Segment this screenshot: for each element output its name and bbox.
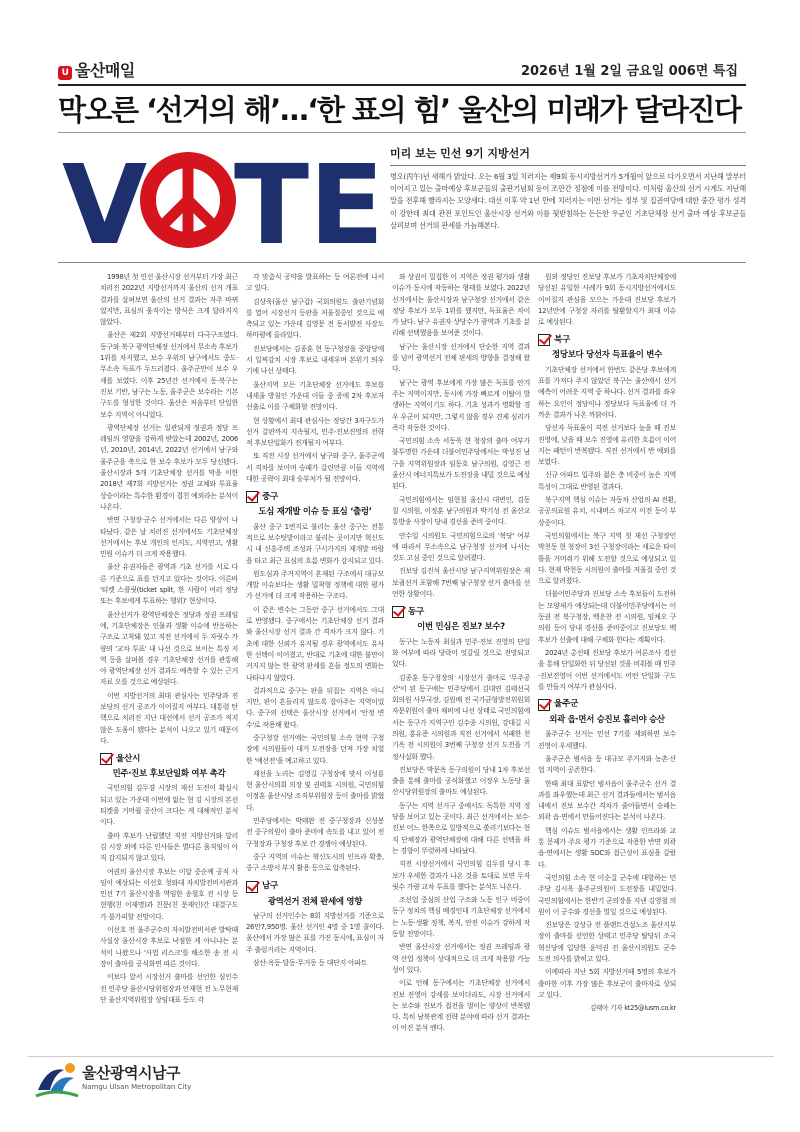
paragraph: 또 직전 시장 선거에서 남구와 중구, 울주군에서 격차를 보이며 승패가 갈린만큼 이들 지역에 대한 공략이 최대 승부처가 될 전망이다.	[246, 452, 384, 484]
paragraph: 울산선거가 광역단체장은 정당과 정권 프레임에, 기초단체장은 인물과 생활 이슈에 반응하는 구조로 고착돼 있고 직전 선거에서 두 자릿수 가량의 '교차 투표' 내 나선 것으로 보이는 특징 지역 등을 살펴볼 경우 기초단체장 선거를 관통해야 광역단체장 선거 결과도 예측할 수 있는 근거자료 오를 것으로 예상된다.	[100, 610, 238, 687]
section-title: 외곽 읍·면서 승진보 흘러야 승산	[549, 714, 665, 725]
paragraph: 여권의 울산시장 후보는 이달 중순께 공직 사임이 예상되는 이선호 청와대 자치발전비서관과 민선 7기 울산시장을 역임한 송철호 전 시장 등 현행(친 이재명)과 친문(친 문재인)간 대결구도가 불가피할 전망이다.	[100, 867, 238, 921]
dateline: 2026년 1월 2일 금요일 006면 특집	[520, 64, 738, 79]
paragraph: 울산 유권자들은 광역과 기초 선거를 서로 다른 기준으로 표를 던지고 있다는 것이다. 이른바 '티켓 스플릿(ticket split, 한 사람이 여러 정당 또는 후보에게 투표하는 행위)' 현상이다.	[100, 563, 238, 606]
section-tag-label: 동구	[408, 606, 425, 617]
section-tag	[538, 699, 676, 711]
paragraph: 국민의힘에서는 임현철 울산시 대변인, 김동칠 시의원, 이정훈 남구의원과 박기성 전 울산교통방송 사장이 당내 경선을 준비 중이다.	[392, 495, 530, 527]
section-title: 이번 민심은 진보? 보수?	[417, 621, 505, 632]
article-column-3	[392, 272, 530, 1052]
paragraph: 원도심과 주거지역이 혼재된 구조에서 대규모 개발 이슈보다는 생활 밀착형 정책에 대한 평가가 선거에 더 크게 작용하는 구조다.	[246, 569, 384, 601]
check-icon	[246, 491, 258, 503]
section-tag	[538, 334, 676, 346]
paragraph: 더불어민주당과 진보당 소속 후보들이 도전하는 모양새가 예상되는데 더불어민주당에서는 이동권 전 북구청장, 백운찬 전 시의원, 임채오 구의원 등이 당내 경선을 준비중이고 진보당도 백 후보가 선출에 대해 구체화 한다는 계획이다.	[538, 590, 676, 644]
paragraph: 반면 울산시장 선거에서는 정권 프레임과 광역 산업 정책이 상대적으로 더 크게 작용할 가능성이 있다.	[392, 943, 530, 974]
paragraph: 동구는 지역 선거구 중에서도 독특한 지역 정당을 보이고 있는 곳이다. 최근 선거에서는 보수·진보 어느 한쪽으로 일방적으로 쏠리기보다는 현직 단체장과 광역단체장에 대해 다른 선택을 하는 경향이 뚜렷하게 나타났다.	[392, 801, 530, 855]
paragraph: 국민의힘 소속 현 이순걸 군수에 대항하는 민주당 김시욱 울주군의원이 도전장을 내밀었다. 국민의힘에서는 한반기 군의장을 지낸 김영철 의원이 이 군수와 경선을 벌일 것으로 예상된다.	[538, 873, 676, 916]
paragraph: 진보당 김진석 울산시당 남구지역위원장은 재보궐선거 포함해 7번째 남구청장 선거 출마를 선언한 상황이다.	[392, 567, 530, 599]
paragraph: 북구지역 핵심 이슈는 자동차 산업의 AI 전환, 공공의료원 유치, 시내버스 차고지 이전 등이 부상중이다.	[538, 496, 676, 527]
check-icon	[100, 753, 112, 765]
section-tag	[392, 606, 530, 618]
paragraph: 이번 지방선거의 최대 관심사는 민주당과 진보당의 선거 공조가 이어질지 여부다. 대통령 탄핵으로 치러진 지난 대선에서 선거 공조가 적지 않은 도움이 됐다는 분석이 나오고 있기 때문이다.	[100, 691, 238, 745]
columns-rule	[58, 262, 746, 263]
paragraph: 이에따라 지난 5회 지방선거때 5명의 후보가 출마한 이후 가장 많은 후보군이 출마자로 상되고 있다.	[538, 968, 676, 999]
footer-org-name: 울산광역시남구	[82, 1064, 180, 1082]
section-title: 광역선거 전체 판세에 영향	[267, 895, 363, 906]
vote-graphic	[60, 148, 390, 248]
paragraph: 울산지역 모든 기초단체장 선거에도 후보를 내세울 방침인 가운데 이들 중 증에 2차 후보자 선출로 이를 구체화할 전망이다.	[246, 380, 384, 412]
paragraph: 와 상권이 밀집한 이 지역은 정권 평가와 생활 이슈가 동시에 작동하는 형태를 보였다. 2022년 선거에서는 울산시장과 남구청장 선거에서 같은 정당 후보가 모두 1위를 했지만, 득표율은 차이가 났다. 남구 유권자 상당수가 광역과 기초를 분리해 선택했음을 보여준 것이다.	[392, 273, 530, 338]
paragraph: 진보당은 박문옥 동구의원이 당내 1차 후보선출을 통해 출마를 공식화했고 이장우 노동당 울산시당위원장의 출마도 예상된다.	[392, 765, 530, 797]
paragraph: 이보다 앞서 시장선거 출마를 선언한 심인수 전 민주당 울산시당위원장과 안재현 전 노무현재단 울산지역위원장 상임대표 등도 각	[100, 973, 238, 1004]
paragraph: 핵심 이슈도 범서읍에서는 생활 인프라와 교통 문제가 주요 평가 기준으로 작용한 반면 외곽 읍·면에서는 생활 SOC와 접근성이 표심을 갈랐다.	[538, 826, 676, 869]
paragraph: 중구 지역의 이슈는 혁신도시의 인프라 확충, 중구 소방서 부지 활용 등으로 압축된다.	[246, 852, 384, 873]
check-icon	[538, 699, 550, 711]
section-title: 민주·진보 후보단일화 여부 촉각	[112, 768, 226, 779]
paragraph: 현 상황에서 최대 관심사는 정당간 3자구도가 선거 갈판까지 지속될지, 민주·진보진영의 전략적 후보단일화가 전개될지 여부다.	[246, 416, 384, 448]
check-icon	[392, 606, 404, 618]
paragraph: 남구의 선거인수는 8회 지방선거를 기준으로 26만7,950명. 울산 선거인 4명 중 1명 꼴이다. 울산에서 가장 많은 표를 가진 동시에, 표심이 자주 출렁거리는 지역이다.	[246, 911, 384, 954]
section-tag-label: 울주군	[554, 699, 579, 710]
paragraph: 각 맞춤식 공약을 발표하는 등 여론전에 나서고 있다.	[246, 273, 384, 293]
section-tag-label: 남구	[262, 880, 279, 891]
paragraph: 진보당은 강상규 전 플랜트건설노조 울산지부장이 출마를 선언한 상태고 민주당 탈당뒤 조국혁신당에 입당한 윤덕권 전 울산시의원도 군수 도전 의사를 밝히고 있다.	[538, 921, 676, 964]
paragraph: 한때 최대 표밭인 범서읍이 울주군수 선거 결과를 좌우했는데 최근 선거 결과들에서는 범서읍 내에서 진보 보수간 격차가 줄어들면서 승패는 외곽 읍·면에서 만들어진다는 분석이 나온다.	[538, 779, 676, 822]
section-tag-label: 북구	[554, 334, 571, 345]
paragraph: 중구청장 선거에는 국민의힘 소속 현역 구청장에 시의원들이 대거 도전장을 던져 가장 치열한 '예선전'을 예고하고 있다.	[246, 733, 384, 765]
paragraph: 조선업 중심의 산업 구조와 노동 인구 비중이 동구 정치의 핵심 배경인데 기초단체장 선거에서는 노동·생활 정책, 복지, 안전 이슈가 강하게 작동할 전망이다.	[392, 896, 530, 939]
paragraph: 1998년 첫 민선 울산시장 선거부터 가장 최근 치러진 2022년 지방선거까지 울산의 선거 개표 결과를 살펴보면 울산의 선거 결과는 자주 바뀌었지만, 표심의 움직이는 방식은 크게 달라지지 않았다.	[100, 273, 238, 327]
paragraph: 국민의힘 김두겸 시장의 재선 도전이 확실시되고 있는 가운데 이번에 없는 현 김 시장의 본선 티켓을 거머쥘 공산이 크다는 게 대체적인 분석이다.	[100, 784, 238, 827]
paragraph: 국민의힘 소속 서동욱 현 청장의 출마 여부가 불투명한 가운데 더불어민주당에서는 박성진 남구을 지역위원장과 임동호 남구의원, 김영근 전 울산시 에너지특보가 도전장을 내밀 것으로 예상된다.	[392, 437, 530, 491]
paragraph: 안수일 시의원도 국민의힘으로의 '복당' 여부에 따라서 무소속으로 남구청장 선거에 나서는 것도 고심 중인 것으로 알려졌다.	[392, 531, 530, 563]
section-tag	[246, 881, 384, 893]
section-title: 도심 재개발 이슈 등 표심 ‘출렁’	[258, 506, 372, 517]
footer-org-name-en: Namgu Ulsan Metropolitan City	[82, 1083, 192, 1091]
headline: 막오른 ‘선거의 해’…‘한 표의 힘’ 울산의 미래가 달라진다	[58, 93, 741, 127]
paragraph: 이로 인해 동구에서는 기초단체장 선거에서 진보 진영이 강세를 보이더라도, 시장 선거에서는 보수와 진보가 접전을 벌이는 양상이 반복됐다. 특히 남북관계 전략 분야에 따라 선거 결과는 이 어진 분석 엔다.	[392, 979, 530, 1033]
byline: 김태아 기자 kt25@iusm.co.kr	[589, 1004, 676, 1013]
subhead-body: 병오(丙午)년 새해가 밝았다. 오는 6월 3일 치러지는 제9회 동시지방선거가 5개월여 앞으로 다가오면서 지난해 말부터 이어지고 있는 출마예상 후보군들의 출판기념회 등이 조만간 정점에 이를 전망이다. 이처럼 울산의 선거 시계도 지난해말을 전후해 빨라지는 모양새다. 대선 이후 약 1년 만에 치러지는 이번 선거는 정부 및 집권여당에 대한 중간 평가 성격이 강한데 최대 관전 포인트인 울산시장 선거와 이를 뒷받침하는 든든한 우군인 기초단체장 선거 출마 예상 후보군들 살펴보며 선거의 판세를 가늠해본다.	[390, 172, 746, 230]
paragraph: 김종훈 동구청장의 시장선거 출마로 '무주공산'이 된 동구에는 민주당에서 김대연 김태선국회의원 사무국장, 김원배 전 국가균형발전위원회 자문위원이 출마 채비에 나선 상태로 국민의힘에서는 동구가 지역구인 김수종 시의원, 강대길 시의원, 홍유준 시의원과 직전 선거에서 석패한 천기옥 전 시의원이 3번째 구청장 선거 도전을 기정사실화 했다.	[392, 673, 530, 761]
paragraph: 국민의힘에서는 북구 지역 첫 재선 구청장인 박천동 현 청장이 3선 구청장이라는 새로운 타이틀을 거머쥐기 위해 도전할 것으로 예상되고 있다. 현재 박천동 시의원이 출마를 저울질 중인 것으로 알려졌다.	[538, 531, 676, 586]
brand-name: 울산매일	[75, 61, 135, 80]
paragraph: 당선자 득표율이 직전 선거보다 높을 때 진보 진영에, 낮을 때 보수 진영에 유리한 흐름이 이어지는 패턴이 반복됐다. 직전 선거에서 반 예외를 보였다.	[538, 424, 676, 467]
paragraph: 울산은 제2회 지방선거때부터 다극구조였다. 동구와 북구 광역단체장 선거에서 무소속 후보가 1위를 차지했고, 보수 우위의 남구에서도 중도·무소속 득표가 두드러졌다. 울주군만이 보수 우세를 보였다. 이후 25년간 선거에서 동·북구는 진보 기반, 남구는 노동, 울주군은 보수라는 기본 구도를 형성한 것이다. 울산은 처음부터 단일한 보수 지역이 아니었다.	[100, 331, 238, 419]
check-icon	[538, 334, 550, 346]
paragraph: 민주당에서는 박태완 전 중구청장과 신성봉 전 중구의원이 출마 준비에 속도를 내고 있어 전 구청장과 구청장 후보 간 경쟁이 예상된다.	[246, 817, 384, 848]
article-column-2	[246, 272, 384, 1052]
section-tag	[100, 753, 238, 765]
paragraph: 2024년 총선때 진보당 후보가 여론조사 경선을 통해 단일화한 뒤 당선된 것을 비춰볼 때 민주·진보진영이 이번 선거에서도 어떤 단일화 구도를 만들지 여부가 관심사다.	[538, 648, 676, 691]
paragraph: 울산 중구 1번지로 불리는 울산 중구는 전통적으로 보수텃밭이라고 불리는 곳이지만 혁신도시 내 신흥주택 조성과 구시가지의 재개발 바람을 타고 최근 표심의 흐름 변화가 감지되고 있다.	[246, 522, 384, 565]
section-ulsan	[100, 753, 238, 779]
paragraph: 울주군은 범서읍 등 대규모 주거지와 농촌·산업 지역이 공존한다.	[538, 754, 676, 775]
paragraph: 결과적으로 중구는 판을 뒤집는 지역은 아니지만, 판이 흔들리지 않도록 잡아주는 지역이었다. 중구의 선택은 울산시장 선거에서 '안정 변수'로 작용해 왔다.	[246, 686, 384, 729]
section-donggu	[392, 606, 530, 632]
subhead-block	[390, 145, 746, 232]
paragraph: 이 같은 변수는 그동안 중구 선거에서도 그대로 반영됐다. 중구에서는 기초단체장 선거 결과와 울산시장 선거 결과 간 격차가 크지 않다. 기초에 대한 신뢰가 유지될 경우 광역에서도 유사한 선택이 이어졌고, 반대로 기초에 대한 불만이 커지지 않는 한 광역 판세를 흔들 정도의 변화는 나타나지 않았다.	[246, 605, 384, 682]
paragraph: 직전 시장선거에서 국민의힘 김두겸 당시 후보가 우세한 결과가 나온 것을 토대로 보면 두자릿수 가량 교차 투표를 했다는 분석도 나온다.	[392, 860, 530, 891]
newspaper-brand	[58, 58, 135, 81]
paragraph: 남구는 광역 후보에게 가장 많은 득표를 안겨주는 지역이지만, 동시에 가장 빠르게 이탈이 발생하는 지역이기도 하다. 기초 성과가 명확할 경우 우군이 되지만, 그렇지 않을 경우 견제 심리가 즉각 작동한 것이다.	[392, 378, 530, 432]
paragraph: 원외 정당인 진보당 후보가 기초자치단체장에 당선된 유일한 사례가 9회 동시지방선거에서도 이어질지 관심을 모으는 가운데 진보당 후보가 12년만에 구청장 자리를 탈환할지가 최대 이슈로 예상된다.	[538, 273, 676, 327]
footer-rule	[28, 1056, 774, 1057]
paragraph: 반면 구청장·군수 선거에서는 다른 양상이 나타났다. 같은 날 치러진 선거에서도 기초단체장 선거에서는 후보 개인의 인지도, 지역연고, 생활 민원 이슈가 더 크게 작용했다.	[100, 516, 238, 559]
article-column-1	[100, 272, 238, 1052]
headline-rule	[58, 132, 746, 133]
paragraph: 남구는 울산시장 선거에서 단순한 지역 결과를 넘어 광역선거 전체 판세의 방향을 결정해 왔다.	[392, 342, 530, 374]
paragraph: 울주군수 선거는 민선 7기를 제외하면 보수 진영이 우세했다.	[538, 730, 676, 750]
check-icon	[246, 881, 258, 893]
vote-letter-v: V	[62, 148, 148, 248]
brand-logo-icon: U	[58, 66, 72, 80]
paragraph: 동구는 노동자 최심과 민주·진보 진영의 단일화 여부에 따라 당락이 엇갈릴 것으로 전망되고 있다.	[392, 637, 530, 669]
paragraph: 광역단체장 선거는 일관되게 정권과 정당 프레임의 영향을 강하게 받았는데 2002년, 2006년, 2010년, 2014년, 2022년 선거에서 남구와 울주군을 축으로 한 보수 후보가 모두 당선됐다. 울산시장과 5개 기초단체장 선거를 막을 이한 2018년 제7회 지방선거는 정권 교체와 투표율 상승이라는 특수한 환경이 겹친 예외라는 분석이 나온다.	[100, 423, 238, 511]
section-title: 정당보다 당선자 득표율이 변수	[552, 349, 662, 360]
masthead	[58, 58, 738, 82]
article-column-4	[538, 272, 676, 1052]
section-tag	[246, 491, 384, 503]
paragraph: 삼산·옥동·달동·무거동 등 대단지 아파트	[253, 959, 368, 968]
paragraph: 김상욱(울산 남구갑) 국회의원도 출판기념회를 열어 시장선거 등판을 저울질중인 것으로 예측되고 있는 가운데 김영문 전 동서발전 사장도 하마평에 올라있다.	[246, 297, 384, 340]
paragraph: 재선을 노리는 김영길 구청장에 맞서 이성룡 현 울산시의회 의장 및 권태호 시의원, 국민의힘 이정훈 울산시당 조직부위원장 등이 출마를 밝혔다.	[246, 769, 384, 812]
top-rule	[58, 84, 746, 86]
paragraph: 출마 후보가 난립했던 직전 지방선거와 달리 김 시장 외에 다른 인사들은 별다른 움직임이 아직 감지되지 않고 있다.	[100, 831, 238, 863]
paragraph: 진보당에서는 김종훈 현 동구청장을 중앙당에서 일찌감치 시장 후보로 내세우며 본위기 띄우기에 나선 상태다.	[246, 344, 384, 376]
section-junggu	[246, 491, 384, 517]
paragraph: 신규 아파트 입주와 젊은 층 비중이 높은 지역 특성이 그대로 반영된 결과다.	[538, 471, 676, 491]
vote-letters-te: TE	[234, 148, 385, 248]
paragraph: 이선호 전 울주군수의 자치발전비서관 발탁때 사실상 울산시장 후보로 낙점한 게 아니냐는 분석이 나왔으나 '사법 리스크'를 해소한 송 전 시장이 출마를 공식화면 따른 것이다.	[100, 926, 238, 968]
section-bukgu	[538, 334, 676, 360]
paragraph: 기초단체장 선거에서 한번도 같은당 후보에게 표를 가져다 주지 않았던 북구는 울산에서 선거 예측이 어려운 지역 중 하나다. 선거 결과를 좌우하는 요인이 정당이나 정당보다 득표율에 더 가까운 결과가 나온 까닭이다.	[538, 365, 676, 419]
section-tag-label: 울산시	[116, 753, 141, 764]
subhead-title: 미리 보는 민선 9기 지방선거	[390, 145, 746, 166]
vote-stamp-icon	[148, 160, 228, 240]
section-uljugun	[538, 699, 676, 725]
section-namgu	[246, 881, 384, 907]
section-tag-label: 중구	[262, 491, 279, 502]
namgu-logo-icon	[34, 1060, 80, 1100]
